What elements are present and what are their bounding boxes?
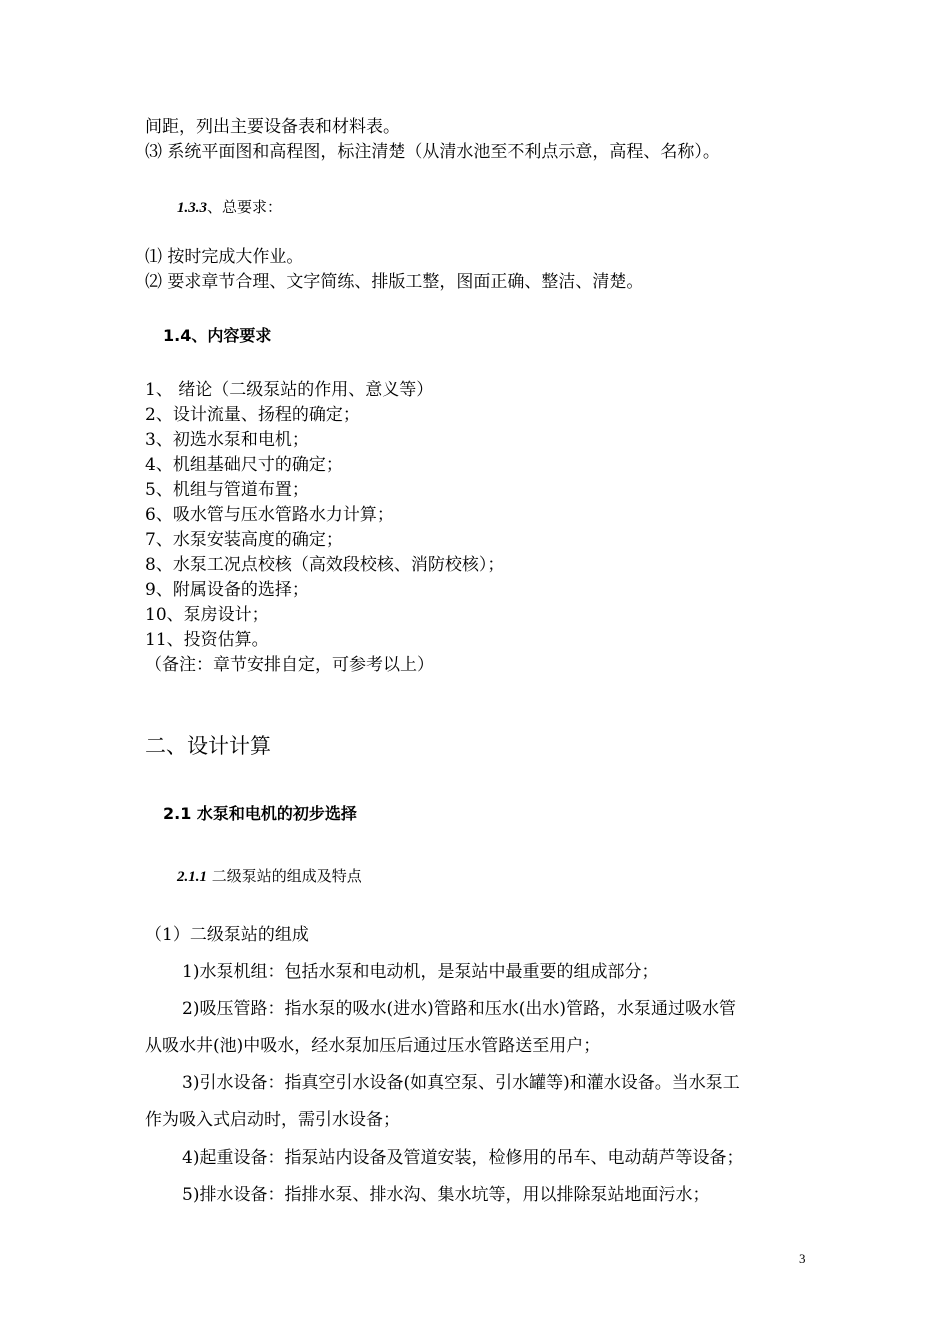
note-line: （备注：章节安排自定，可参考以上） xyxy=(145,655,434,675)
section-heading-1-3-3 xyxy=(177,196,282,219)
section-number: 2.1.1 xyxy=(177,869,207,885)
list-item: 11、投资估算。 xyxy=(145,630,269,650)
paragraph-line: 2)吸压管路：指水泵的吸水(进水)管路和压水(出水)管路，水泵通过吸水管 xyxy=(182,999,736,1019)
section-heading-2-1: 2.1 水泵和电机的初步选择 xyxy=(163,804,357,823)
text-line: ⑴ 按时完成大作业。 xyxy=(145,247,304,267)
chapter-heading: 二、设计计算 xyxy=(145,734,271,758)
list-item: 10、泵房设计； xyxy=(145,605,269,625)
paragraph-line: 作为吸入式启动时，需引水设备； xyxy=(145,1110,400,1130)
text-line: ⑵ 要求章节合理、文字简练、排版工整，图面正确、整洁、清楚。 xyxy=(145,272,644,292)
list-item: 5、机组与管道布置； xyxy=(145,480,309,500)
text-line: ⑶ 系统平面图和高程图，标注清楚（从清水池至不利点示意，高程、名称）。 xyxy=(145,142,720,162)
paragraph-heading: （1）二级泵站的组成 xyxy=(145,925,309,945)
paragraph-line: 4)起重设备：指泵站内设备及管道安装，检修用的吊车、电动葫芦等设备； xyxy=(182,1148,744,1168)
list-item: 4、机组基础尺寸的确定； xyxy=(145,455,343,475)
paragraph-line: 3)引水设备：指真空引水设备(如真空泵、引水罐等)和灌水设备。当水泵工 xyxy=(182,1073,740,1093)
paragraph-line: 5)排水设备：指排水泵、排水沟、集水坑等，用以排除泵站地面污水； xyxy=(182,1185,710,1205)
section-title: 二级泵站的组成及特点 xyxy=(207,867,362,885)
paragraph-line: 从吸水井(池)中吸水，经水泵加压后通过压水管路送至用户； xyxy=(145,1036,601,1056)
section-title: 、总要求： xyxy=(207,198,283,216)
list-item: 7、水泵安装高度的确定； xyxy=(145,530,343,550)
list-item: 3、初选水泵和电机； xyxy=(145,430,309,450)
list-item: 6、吸水管与压水管路水力计算； xyxy=(145,505,394,525)
section-heading-1-4: 1.4、内容要求 xyxy=(163,326,272,345)
text-line: 间距，列出主要设备表和材料表。 xyxy=(145,117,400,137)
paragraph-line: 1)水泵机组：包括水泵和电动机，是泵站中最重要的组成部分； xyxy=(182,962,659,982)
list-item: 1、 绪论（二级泵站的作用、意义等） xyxy=(145,380,434,400)
page-number: 3 xyxy=(799,1251,806,1266)
section-heading-2-1-1 xyxy=(177,865,362,888)
list-item: 9、附属设备的选择； xyxy=(145,580,309,600)
section-number: 1.3.3 xyxy=(177,200,207,216)
list-item: 8、水泵工况点校核（高效段校核、消防校核）； xyxy=(145,555,505,575)
list-item: 2、设计流量、扬程的确定； xyxy=(145,405,360,425)
